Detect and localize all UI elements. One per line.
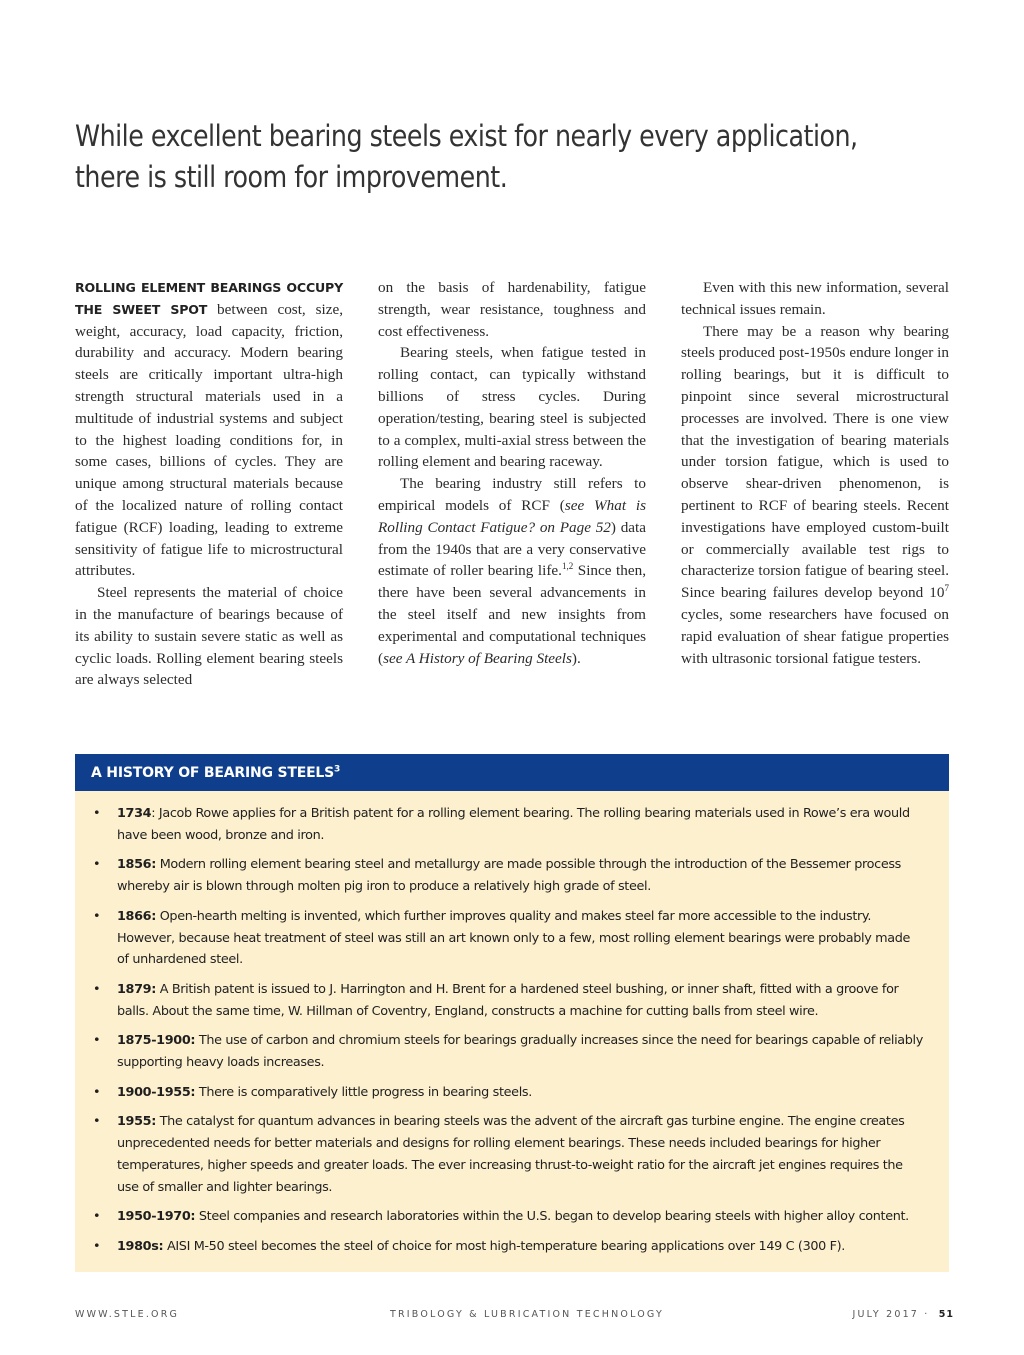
history-item [91, 1206, 923, 1228]
history-item-text: A British patent is issued to J. Harrington and H. Brent for a hardened steel bushing, or inner shaft, fitted with a groove for balls. About the same time, W. Hillman of Coventry, England, constructs a machine for cutting balls from steel wire. [117, 981, 899, 1019]
bullet-icon: • [93, 1209, 101, 1225]
cross-reference-history: see A History of Bearing Steels [383, 649, 572, 667]
footer-date-page [852, 1309, 954, 1320]
body-column-2 [378, 277, 646, 669]
history-item-text: There is comparatively little progress in bearing steels. [195, 1084, 532, 1100]
exponent-7: 7 [944, 583, 949, 594]
history-item-text: AISI M-50 steel becomes the steel of choice for most high-temperature bearing applications over 149 C (300 F). [163, 1238, 846, 1254]
bullet-icon: • [93, 857, 101, 873]
bullet-icon: • [93, 1033, 101, 1049]
column-3-paragraph-1: Even with this new information, several technical issues remain. [681, 279, 949, 318]
body-column-3 [681, 277, 949, 669]
history-item [91, 803, 923, 846]
bullet-icon: • [93, 981, 101, 997]
history-sidebar [75, 754, 949, 1272]
bullet-icon: • [93, 1238, 101, 1254]
p2-text-b: cycles, some researchers have focused on rapid evaluation of shear fatigue properties with ultrasonic torsional fatigue testers. [681, 605, 949, 667]
column-2-paragraph-2: Bearing steels, when fatigue tested in rolling contact, can typically withstand billions of stress cycles. During operation/testing, bearing steel is subjected to a complex, multi-axial stress between the rolling element and bearing raceway. [378, 344, 646, 471]
footer-separator: · [924, 1309, 930, 1320]
sidebar-header [75, 754, 949, 791]
bullet-icon: • [93, 908, 101, 924]
history-item [91, 1030, 923, 1073]
history-item [91, 854, 923, 897]
history-item-text: Modern rolling element bearing steel and metallurgy are made possible through the introduction of the Bessemer process whereby air is blown through molten pig iron to produce a relatively high grade of steel. [117, 857, 901, 895]
history-item-year: 1955: [117, 1114, 156, 1130]
history-item-year: 1950-1970: [117, 1209, 196, 1225]
column-2-paragraph-1: on the basis of hardenability, fatigue strength, wear resistance, toughness and cost effectiveness. [378, 279, 646, 340]
history-item [91, 1236, 923, 1258]
column-3-paragraph-2 [681, 321, 949, 670]
history-item-text: Open-hearth melting is invented, which further improves quality and makes steel far more accessible to the industry. However, because heat treatment of steel was still an art known only to a few, most rolling element bearings were probably made of unhardened steel. [117, 908, 911, 968]
column-1-paragraph-1 [75, 277, 343, 582]
history-item-year: 1980s: [117, 1238, 164, 1254]
headline-line-1: While excellent bearing steels exist for nearly every application, [75, 119, 858, 153]
bullet-icon: • [93, 1084, 101, 1100]
column-1-paragraph-1-text: between cost, size, weight, accuracy, load capacity, friction, durability and accuracy. Modern bearing steels are critically important ultra-high strength structural materials used in a multitude of industrial systems and subject to the highest loading conditions for, in some cases, billions of cycles. They are unique among structural materials because of the localized nature of rolling contact fatigue (RCF) loading, leading to extreme sensitivity of fatigue life to microstructural attributes. [75, 300, 343, 580]
p3-text-a: The bearing industry still refers to empirical models of RCF ( [378, 475, 646, 514]
history-item-text: : Jacob Rowe applies for a British patent for a rolling element bearing. The rolling bearing materials used in Rowe’s era would have been wood, bronze and iron. [117, 806, 910, 843]
p3-text-c: ) data from the 1940s that are a very conservative estimate of roller bearing life. [378, 518, 646, 580]
bullet-icon: • [93, 1114, 101, 1130]
history-item-year: 1856: [117, 857, 156, 873]
sidebar-title: A HISTORY OF BEARING STEELS [91, 765, 335, 781]
history-item-year: 1875-1900: [117, 1033, 196, 1049]
footer-publication: TRIBOLOGY & LUBRICATION TECHNOLOGY [390, 1309, 664, 1320]
history-item-year: 1866: [117, 908, 156, 924]
bullet-icon: • [93, 806, 101, 821]
p3-text-f: ). [571, 649, 581, 667]
history-item-text: The use of carbon and chromium steels for bearings gradually increases since the need for bearings capable of reliably supporting heavy loads increases. [117, 1033, 923, 1071]
history-item [91, 906, 923, 971]
headline-line-2: there is still room for improvement. [75, 160, 508, 194]
footer-website: WWW.STLE.ORG [75, 1309, 180, 1320]
cross-reference-rcf: see What is Rolling Contact Fatigue? on Page 52 [378, 496, 646, 536]
body-column-1 [75, 277, 343, 691]
citation-1-2: 1,2 [561, 561, 574, 572]
column-2-paragraph-3 [378, 473, 646, 669]
footer-date: JULY 2017 [852, 1309, 920, 1320]
headline [75, 116, 935, 198]
p2-text-a: There may be a reason why bearing steels produced post-1950s endure longer in rolling bearings, but it is difficult to pinpoint since several microstructural processes are involved. There is one view that the investigation of bearing materials under torsion fatigue, which is used to observe shear-driven phenomenon, is pertinent to RCF of bearing steels. Recent investigations have employed custom-built or commercially available test rigs to characterize torsion fatigue of bearing steel. Since bearing failures develop beyond 10 [681, 322, 949, 602]
history-item-year: 1734 [117, 806, 152, 821]
history-item-text: The catalyst for quantum advances in bearing steels was the advent of the aircraft gas turbine engine. The engine creates unprecedented needs for better materials and designs for rolling element bearings. These needs included bearings for higher temperatures, higher speeds and greater loads. The ever increasing thrust-to-weight ratio for the aircraft jet engines requires the use of smaller and lighter bearings. [117, 1114, 905, 1195]
history-item [91, 979, 923, 1022]
sidebar-title-citation: 3 [334, 764, 341, 775]
column-1-paragraph-2: Steel represents the material of choice in the manufacture of bearings because of its ability to sustain severe static as well as cyclic loads. Rolling element bearing steels are always selected [75, 584, 343, 689]
p3-text-d: Since then, there have been several advancements in the steel itself and new insights from experimental and computational techniques ( [378, 562, 646, 667]
history-item-year: 1900-1955: [117, 1084, 196, 1100]
history-item-text: Steel companies and research laboratories within the U.S. began to develop bearing steels with higher alloy content. [195, 1209, 909, 1225]
history-item-year: 1879: [117, 981, 156, 997]
history-item [91, 1082, 923, 1104]
lead-in: ROLLING ELEMENT BEARINGS OCCUPY THE SWEET SPOT [75, 280, 343, 317]
history-list [75, 791, 949, 1258]
page-number: 51 [938, 1309, 954, 1320]
history-item [91, 1111, 923, 1198]
